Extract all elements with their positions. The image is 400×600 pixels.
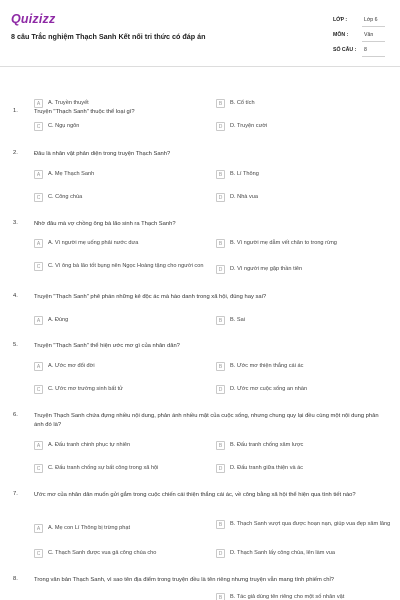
quiz-title: 8 câu Trắc nghiệm Thạch Sanh Kết nối tri thức có đáp án [11,32,206,41]
question-number: 8. [13,576,18,582]
option-letter-badge: B [216,362,225,371]
option-text: A. Mẹ Thạch Sanh [48,171,95,177]
option-letter-badge: B [216,239,225,248]
option-text: D. Nhà vua [230,194,258,200]
option-5d[interactable] [216,385,307,394]
option-letter-badge: A [34,239,43,248]
option-text: D. Truyện cười [230,123,268,129]
option-7b[interactable] [216,520,392,529]
question-text: Trong văn bản Thạch Sanh, vì sao tên địa điểm trong truyện đều là tên riêng nhưng truyện vẫn mang tính phiếm chỉ? [34,577,335,583]
question-text: Truyện "Thạch Sanh" phê phán những kẻ độc ác mà hào danh trong xã hội, đúng hay sai? [34,294,267,300]
question-number: 7. [13,491,18,497]
option-text: C. Thạch Sanh được vua gả công chúa cho [48,550,157,556]
option-text: C. Ước mơ trường sinh bất tử [48,386,123,392]
meta-grade-value: Lớp 6 [364,17,378,23]
meta-grade-label: LỚP : [333,17,348,23]
option-letter-badge: C [34,464,43,473]
option-3b[interactable] [216,239,337,248]
option-4b[interactable] [216,316,245,325]
meta-grade-underline [362,26,385,27]
option-7a[interactable] [34,524,130,533]
option-6d[interactable] [216,464,303,473]
option-letter-badge: D [216,464,225,473]
option-letter-badge: B [216,593,225,600]
option-2a[interactable] [34,170,94,179]
meta-grade [333,14,385,27]
option-text: C. Ngụ ngôn [48,123,80,129]
option-text: B. Đấu tranh chống xâm lược [230,442,304,448]
option-2c[interactable] [34,193,82,202]
option-text: B. Vì người mẹ dẫm vết chân to trong rừng [230,240,337,246]
question-number: 1. [13,108,18,114]
option-text: B. Thạch Sanh vượt qua được hoạn nạn, giúp vua đẹp xâm lăng [230,521,391,527]
meta-subject-label: MÔN : [333,32,349,38]
option-text: A. Vì người mẹ uống phải nước dưa [48,240,139,246]
option-letter-badge: A [34,362,43,371]
question-number: 4. [13,293,18,299]
option-text: C. Đấu tranh chống sự bất công trong xã hội [48,465,159,471]
option-1c[interactable] [34,122,79,131]
option-letter-badge: B [216,520,225,529]
option-text: D. Vì người mẹ gặp thần tiên [230,266,303,272]
option-6c[interactable] [34,464,158,473]
question-number: 5. [13,342,18,348]
option-text: A. Ước mơ đổi đời [48,363,95,369]
meta-question-count-underline [362,56,385,57]
meta-subject [333,29,385,42]
option-8b[interactable] [216,593,344,600]
question-text: Truyện Thạch Sanh chứa đựng nhiều nội dung, phản ánh nhiều mặt của cuộc sống, nhưng chung quy lại đều cùng một nội dung phản ánh đó là? [34,413,379,428]
question-number: 3. [13,220,18,226]
option-2b[interactable] [216,170,259,179]
option-letter-badge: B [216,170,225,179]
option-3a[interactable] [34,239,138,248]
question-text: Đâu là nhân vật phản diện trong truyện Thạch Sanh? [34,151,171,157]
meta-subject-value: Văn [364,32,374,38]
option-letter-badge: A [34,99,43,108]
option-letter-badge: A [34,316,43,325]
option-letter-badge: A [34,441,43,450]
option-text: D. Đấu tranh giữa thiện và ác [230,465,304,471]
option-text: C. Công chúa [48,194,83,200]
option-text: C. Vì ông bà lão tốt bụng nên Ngọc Hoàng tặng cho người con [48,263,204,269]
option-letter-badge: A [34,524,43,533]
option-5c[interactable] [34,385,123,394]
option-5a[interactable] [34,362,95,371]
option-letter-badge: C [34,385,43,394]
option-letter-badge: D [216,122,225,131]
worksheet-header [0,0,400,66]
option-5b[interactable] [216,362,303,371]
option-letter-badge: C [34,122,43,131]
option-text: B. Sai [230,317,245,323]
option-text: A. Đúng [48,317,69,323]
quizizz-logo: Quizizz [11,12,56,26]
option-letter-badge: D [216,549,225,558]
option-3c[interactable] [34,262,214,271]
option-text: A. Mẹ con Lí Thông bị trừng phạt [48,525,131,531]
option-text: D. Thạch Sanh lấy công chúa, lên làm vua [230,550,335,556]
option-letter-badge: D [216,193,225,202]
question-text: Ước mơ của nhân dân muốn gửi gắm trong cuộc chiến cái thiện thắng cái ác, về công bằng xã hội thể hiện qua tình tiết nào? [34,492,356,498]
meta-subject-underline [362,41,385,42]
option-text: A. Đấu tranh chinh phục tự nhiên [48,442,131,448]
option-7c[interactable] [34,549,156,558]
option-1b[interactable] [216,99,255,108]
option-letter-badge: B [216,99,225,108]
option-letter-badge: B [216,441,225,450]
option-1d[interactable] [216,122,267,131]
option-letter-badge: C [34,262,43,271]
option-text: B. Cổ tích [230,100,255,106]
option-6a[interactable] [34,441,130,450]
option-text: A. Truyền thuyết [48,100,89,106]
question-number: 2. [13,150,18,156]
option-letter-badge: A [34,170,43,179]
question-number: 6. [13,412,18,418]
header-divider [0,66,400,67]
option-7d[interactable] [216,549,335,558]
meta-question-count-label: SỐ CÂU : [333,47,357,53]
option-letter-badge: C [34,549,43,558]
option-text: B. Tác giả dùng tên riêng cho một số nhân vật [230,594,345,600]
option-4a[interactable] [34,316,68,325]
meta-question-count [333,44,385,57]
meta-question-count-value: 8 [364,47,367,53]
option-letter-badge: C [34,193,43,202]
option-letter-badge: B [216,316,225,325]
option-text: D. Ước mơ cuộc sống an nhàn [230,386,308,392]
question-text: Truyện "Thạch Sanh" thuộc thể loại gì? [34,109,135,115]
option-1a[interactable] [34,99,89,108]
question-text: Truyện "Thạch Sanh" thể hiện ước mơ gì của nhân dân? [34,343,180,349]
question-text: Nhờ đâu mà vợ chồng ông bà lão sinh ra Thạch Sanh? [34,221,176,227]
option-6b[interactable] [216,441,303,450]
option-3d[interactable] [216,265,302,274]
option-letter-badge: D [216,265,225,274]
option-text: B. Lí Thông [230,171,259,177]
option-letter-badge: D [216,385,225,394]
option-2d[interactable] [216,193,258,202]
option-text: B. Ước mơ thiện thắng cái ác [230,363,304,369]
